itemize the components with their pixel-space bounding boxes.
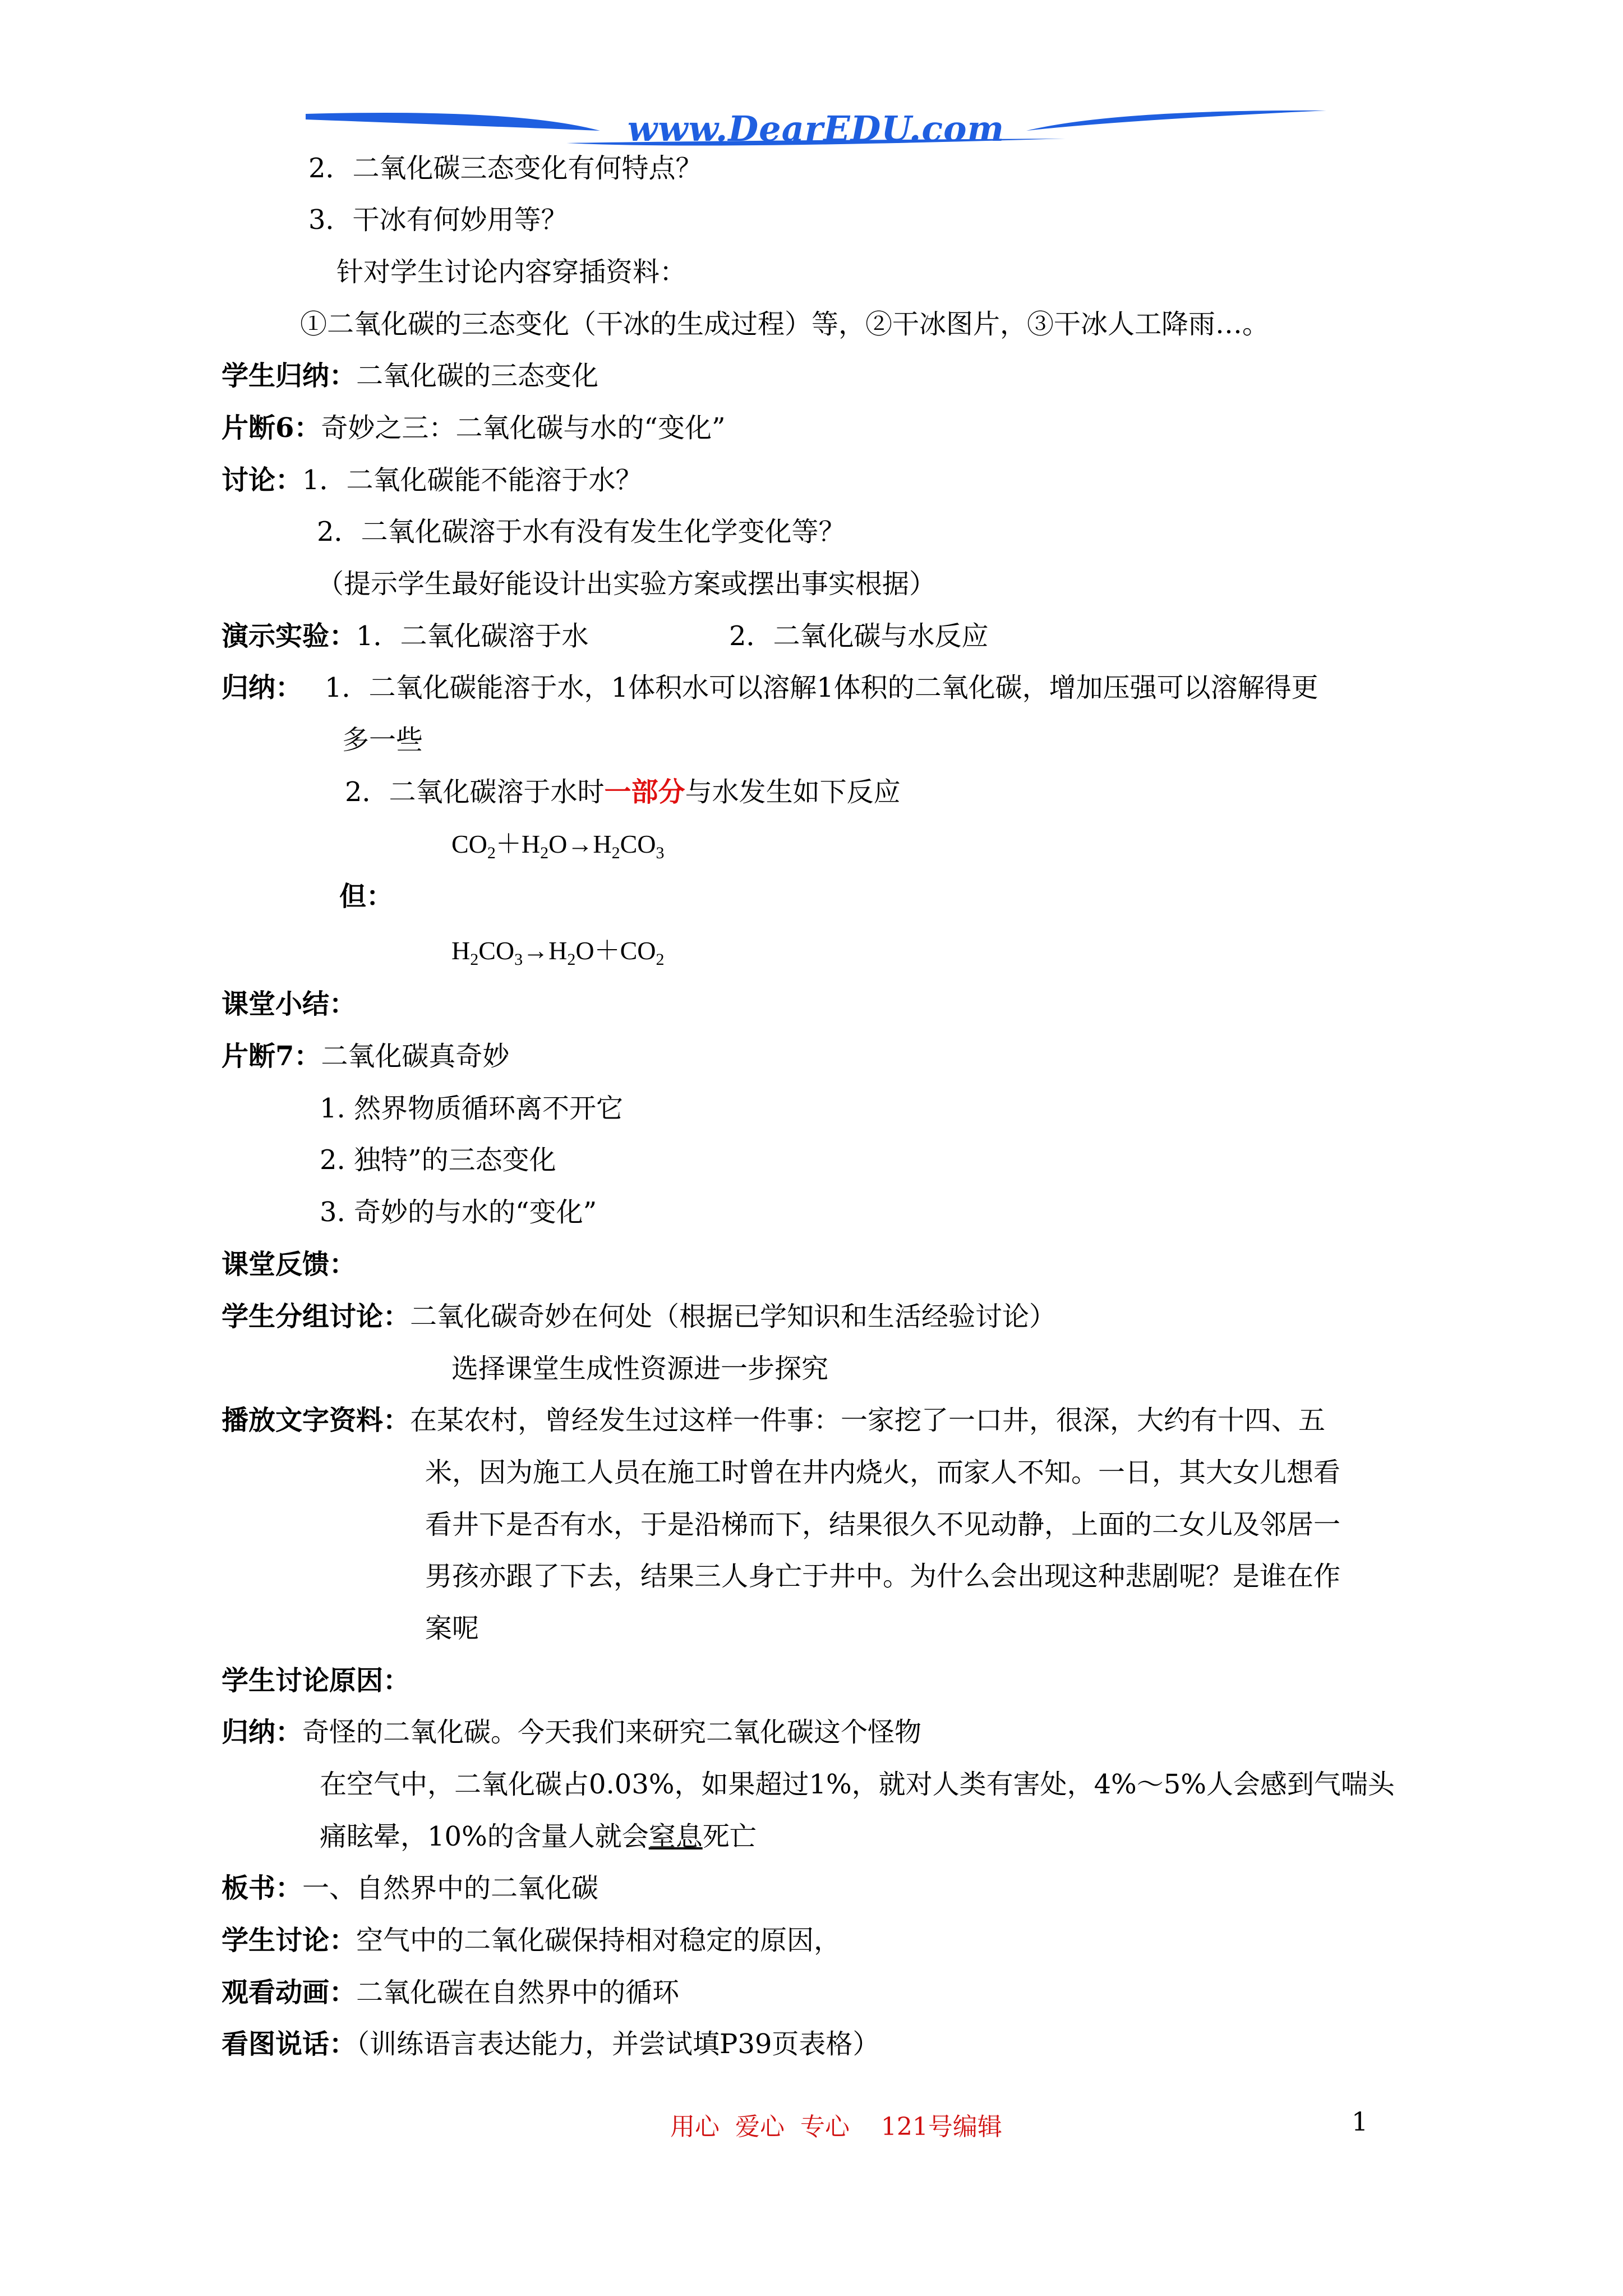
text-line: 针对学生讨论内容穿插资料： bbox=[336, 256, 687, 288]
text-segment: 痛眩晕，10%的含量人就会 bbox=[320, 1821, 649, 1852]
section-text: 奇妙之三：二氧化碳与水的“变化” bbox=[321, 412, 726, 444]
text-line bbox=[222, 1039, 509, 1073]
logo-text: www.DearEDU.com bbox=[627, 108, 1005, 149]
text-line bbox=[222, 1924, 841, 1957]
section-text: 空气中的二氧化碳保持相对稳定的原因， bbox=[356, 1925, 841, 1956]
section-label: 归纳： bbox=[222, 672, 303, 703]
section-text: 二氧化碳在自然界中的循环 bbox=[356, 1977, 680, 2008]
section-heading: 课堂反馈： bbox=[222, 1249, 357, 1280]
text-line bbox=[222, 1871, 598, 1905]
section-text: 二氧化碳真奇妙 bbox=[321, 1041, 510, 1072]
chemical-equation: $CO_2+H_2O\to H_2CO_3$ bbox=[451, 830, 665, 863]
text-line: 在空气中，二氧化碳占0.03%，如果超过1%，就对人类有害处，4%～5%人会感到气喘头 bbox=[320, 1769, 1395, 1800]
section-text: 1．二氧化碳能不能溶于水？ bbox=[302, 464, 643, 496]
text-line: ①二氧化碳的三态变化（干冰的生成过程）等，②干冰图片，③干冰人工降雨…。 bbox=[300, 309, 1270, 340]
section-label: 片断7： bbox=[222, 1041, 321, 1072]
text-line bbox=[222, 619, 589, 653]
section-text: 二氧化碳奇妙在何处（根据已学知识和生活经验讨论） bbox=[410, 1301, 1057, 1332]
text-line: 2．二氧化碳三态变化有何特点？ bbox=[308, 153, 703, 184]
section-text: （训练语言表达能力，并尝试填P39页表格） bbox=[356, 2028, 880, 2060]
section-label: 观看动画： bbox=[222, 1977, 357, 2008]
text-line bbox=[320, 1820, 757, 1853]
text-segment: 与水发生如下反应 bbox=[685, 776, 901, 808]
text-line bbox=[222, 359, 598, 393]
text-line bbox=[222, 463, 643, 497]
section-text: 1．二氧化碳能溶于水，1体积水可以溶解1体积的二氧化碳，增加压强可以溶解得更 bbox=[325, 672, 1318, 703]
text-line bbox=[345, 775, 901, 809]
text-line: 2．二氧化碳溶于水有没有发生化学变化等？ bbox=[317, 516, 846, 547]
text-line: 3．干冰有何妙用等？ bbox=[308, 204, 568, 236]
footer-text: 用心 爱心 专心 121号编辑 bbox=[670, 2113, 1002, 2141]
text-line: 米，因为施工人员在施工时曾在井内烧火，而家人不知。一日，其大女儿想看 bbox=[425, 1457, 1341, 1488]
text-line bbox=[222, 671, 1318, 705]
underlined-text: 窒息 bbox=[648, 1821, 703, 1852]
text-line: 选择课堂生成性资源进一步探究 bbox=[451, 1353, 829, 1384]
text-line: 看井下是否有水，于是沿梯而下，结果很久不见动静，上面的二女儿及邻居一 bbox=[425, 1509, 1341, 1540]
section-label: 播放文字资料： bbox=[222, 1405, 411, 1436]
chemical-equation: $H_2CO_3\to H_2O+CO_2$ bbox=[451, 936, 665, 969]
text-segment: 死亡 bbox=[702, 1821, 757, 1852]
list-item: 1. 然界物质循环离不开它 bbox=[320, 1093, 624, 1124]
section-label: 看图说话： bbox=[222, 2028, 357, 2060]
text-line bbox=[222, 1300, 1056, 1333]
text-line: 多一些 bbox=[342, 724, 423, 756]
section-label: 学生归纳： bbox=[222, 360, 357, 392]
text-line bbox=[222, 1715, 921, 1749]
list-item: 3. 奇妙的与水的“变化” bbox=[320, 1197, 597, 1228]
section-label: 片断6： bbox=[222, 412, 321, 444]
text-line: 2．二氧化碳与水反应 bbox=[729, 620, 989, 652]
section-text: 奇怪的二氧化碳。今天我们来研究二氧化碳这个怪物 bbox=[302, 1717, 922, 1748]
list-item: 2. 独特”的三态变化 bbox=[320, 1144, 556, 1176]
text-line: 但： bbox=[339, 881, 394, 912]
text-line bbox=[222, 411, 726, 445]
section-text: 1．二氧化碳溶于水 bbox=[356, 620, 589, 652]
section-label: 学生分组讨论： bbox=[222, 1301, 411, 1332]
section-label: 归纳： bbox=[222, 1717, 303, 1748]
text-segment: 2．二氧化碳溶于水时 bbox=[345, 776, 605, 808]
section-text: 一、自然界中的二氧化碳 bbox=[302, 1872, 599, 1904]
section-label: 学生讨论： bbox=[222, 1925, 357, 1956]
text-line: 案呢 bbox=[425, 1613, 479, 1644]
header-logo bbox=[303, 98, 1329, 160]
section-text: 在某农村，曾经发生过这样一件事：一家挖了一口井，很深，大约有十四、五 bbox=[410, 1405, 1326, 1436]
section-heading: 学生讨论原因： bbox=[222, 1665, 411, 1696]
text-line: （提示学生最好能设计出实验方案或摆出事实根据） bbox=[317, 568, 937, 600]
section-heading: 课堂小结： bbox=[222, 988, 357, 1020]
section-label: 演示实验： bbox=[222, 620, 357, 652]
highlight-text: 一部分 bbox=[604, 776, 685, 808]
section-label: 讨论： bbox=[222, 464, 303, 496]
section-label: 板书： bbox=[222, 1872, 303, 1904]
text-line: 男孩亦跟了下去，结果三人身亡于井中。为什么会出现这种悲剧呢？是谁在作 bbox=[425, 1561, 1341, 1592]
text-line bbox=[222, 1404, 1325, 1437]
section-text: 二氧化碳的三态变化 bbox=[356, 360, 599, 392]
text-line bbox=[222, 2027, 879, 2061]
page-number: 1 bbox=[1352, 2106, 1368, 2137]
text-line bbox=[222, 1976, 679, 2009]
